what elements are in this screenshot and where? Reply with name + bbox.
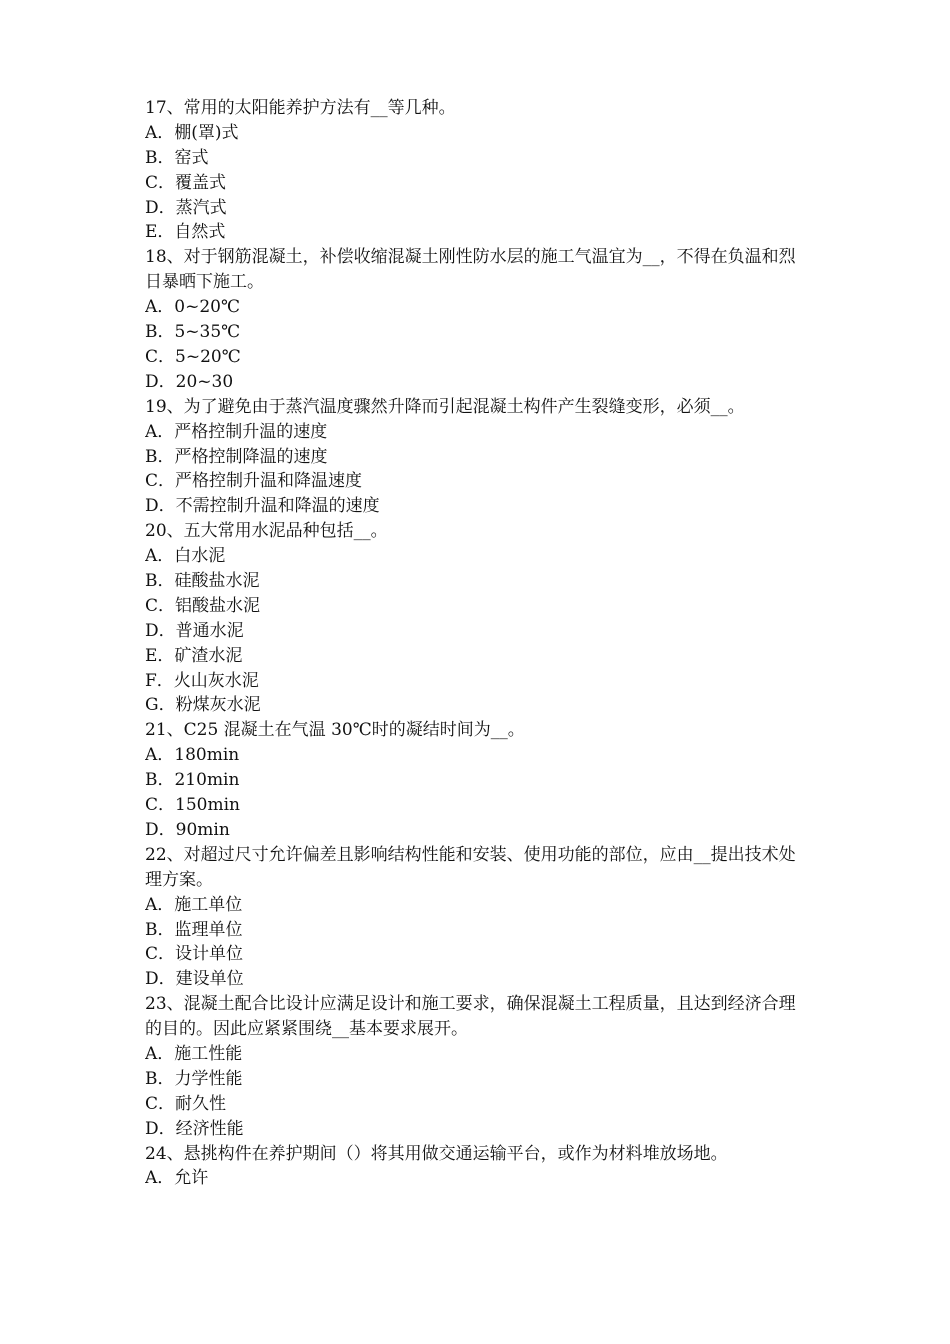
option-b: B．硅酸盐水泥: [145, 571, 260, 591]
option-a: A．严格控制升温的速度: [145, 421, 328, 442]
option-c: C．150min: [145, 795, 240, 816]
option-e: E．矿渣水泥: [145, 645, 243, 666]
question-stem: 21、C25 混凝土在气温 30℃时的凝结时间为__。: [145, 720, 525, 741]
option-c: C．5~20℃: [145, 346, 241, 367]
option-c: C．覆盖式: [145, 172, 227, 193]
option-b: B．5~35℃: [145, 322, 241, 343]
option-a: A．施工性能: [145, 1044, 243, 1064]
question-stem: 19、为了避免由于蒸汽温度骤然升降而引起混凝土构件产生裂缝变形，必须__。: [145, 396, 745, 417]
question-stem: 22、对超过尺寸允许偏差且影响结构性能和安装、使用功能的部位，应由__提出技术处理方案。: [145, 844, 796, 890]
option-c: C．耐久性: [145, 1093, 227, 1114]
option-d: D．20~30: [145, 371, 234, 392]
option-e: E．自然式: [145, 222, 226, 243]
option-b: B．监理单位: [145, 919, 243, 940]
option-c: C．设计单位: [145, 944, 244, 965]
option-d: D．90min: [145, 819, 230, 840]
option-d: D．蒸汽式: [145, 197, 227, 218]
option-g: G．粉煤灰水泥: [145, 695, 261, 716]
option-c: C．铝酸盐水泥: [145, 595, 261, 616]
option-a: A．允许: [145, 1168, 209, 1189]
option-a: A．棚(罩)式: [145, 122, 239, 143]
option-a: A．白水泥: [145, 546, 226, 567]
option-d: D．不需控制升温和降温的速度: [145, 496, 380, 517]
question-stem: 17、常用的太阳能养护方法有__等几种。: [145, 98, 456, 118]
question-20: [145, 519, 810, 718]
option-b: B．窑式: [145, 147, 209, 168]
option-b: B．力学性能: [145, 1068, 243, 1089]
option-a: A．0~20℃: [145, 297, 240, 318]
option-a: A．施工单位: [145, 894, 243, 915]
option-d: D．建设单位: [145, 969, 244, 990]
option-f: F．火山灰水泥: [145, 670, 259, 691]
question-stem: 23、混凝土配合比设计应满足设计和施工要求，确保混凝土工程质量，且达到经济合理的目的。因此应紧紧围绕__基本要求展开。: [145, 994, 796, 1040]
question-23: [145, 992, 810, 1141]
option-b: B．210min: [145, 770, 240, 791]
question-stem: 18、对于钢筋混凝土，补偿收缩混凝土刚性防水层的施工气温宜为__，不得在负温和烈日暴晒下施工。: [145, 247, 796, 293]
question-stem: 20、五大常用水泥品种包括__。: [145, 521, 388, 542]
question-stem: 24、悬挑构件在养护期间（）将其用做交通运输平台，或作为材料堆放场地。: [145, 1143, 728, 1164]
option-c: C．严格控制升温和降温速度: [145, 471, 363, 492]
question-24: [145, 1142, 810, 1192]
option-d: D．普通水泥: [145, 620, 244, 641]
question-17: [145, 96, 810, 245]
question-22: [145, 843, 810, 992]
option-d: D．经济性能: [145, 1118, 244, 1139]
option-a: A．180min: [145, 745, 240, 766]
document-page: [145, 96, 810, 1191]
question-21: [145, 718, 810, 842]
option-b: B．严格控制降温的速度: [145, 446, 328, 467]
question-18: [145, 245, 810, 394]
question-19: [145, 395, 810, 519]
